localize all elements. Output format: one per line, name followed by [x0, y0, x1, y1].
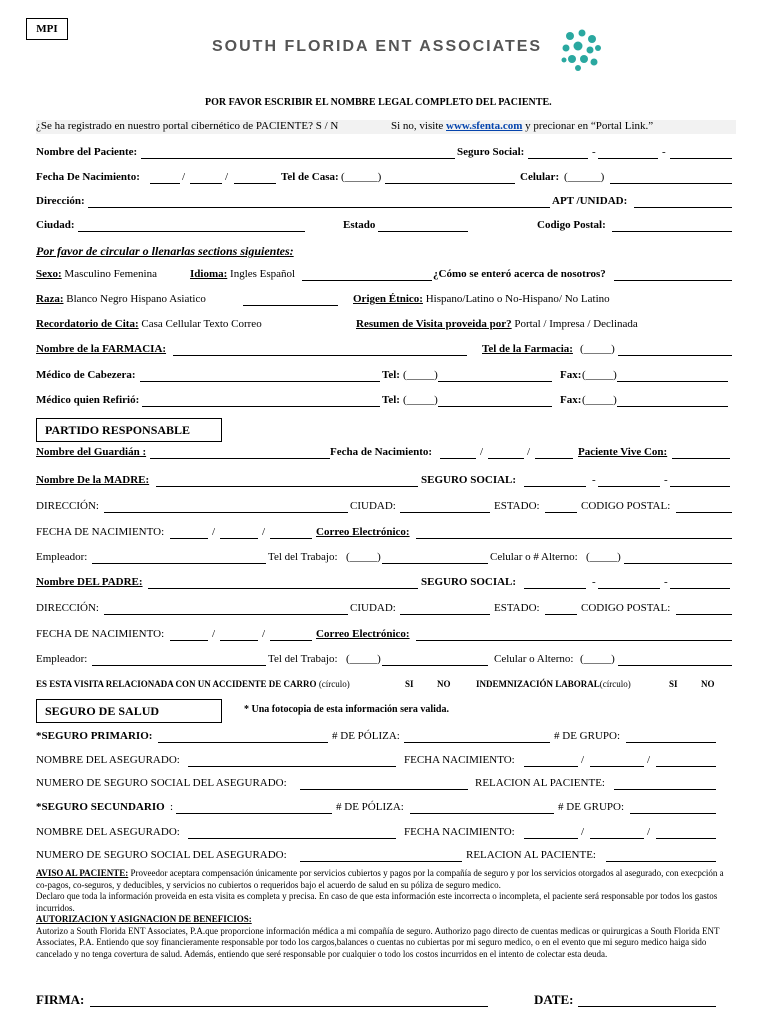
ssn-field-1[interactable]: [528, 158, 588, 159]
referring-doc-fax[interactable]: [617, 406, 728, 407]
logo-icon: [558, 26, 604, 72]
label-patient-name: Nombre del Paciente:: [36, 146, 138, 158]
sep: /: [527, 446, 531, 458]
primary-group-field[interactable]: [626, 742, 716, 743]
date-field[interactable]: [578, 1006, 716, 1007]
father-ssn-1[interactable]: [524, 588, 586, 589]
mother-city-field[interactable]: [400, 512, 490, 513]
mother-dob-y[interactable]: [270, 538, 312, 539]
sex-row: [36, 268, 157, 280]
mother-alt-cell[interactable]: [624, 563, 732, 564]
sep: /: [647, 826, 651, 838]
father-postal-field[interactable]: [676, 614, 732, 615]
label-fax: Fax:: [560, 369, 582, 381]
sep: -: [664, 474, 668, 486]
primary-doc-tel[interactable]: [438, 381, 552, 382]
workcomp-circle-hint: (círculo): [599, 679, 631, 689]
insurance-note: * Una fotocopia de esta información sera valida.: [244, 704, 449, 715]
reminder-row: [36, 318, 262, 330]
state-field[interactable]: [378, 231, 468, 232]
label-reminder: Recordatorio de Cita:: [36, 318, 139, 330]
father-alt-cell[interactable]: [618, 665, 732, 666]
primary-doc-fax[interactable]: [617, 381, 728, 382]
label-mother-work-tel: Tel del Trabajo:: [268, 551, 338, 563]
ssn-field-2[interactable]: [598, 158, 658, 159]
label-home-phone: Tel de Casa:: [281, 171, 339, 183]
ethnic-options[interactable]: Hispano/Latino o No-Hispano/ No Latino: [425, 293, 610, 305]
mother-work-tel-area[interactable]: (_____): [346, 551, 381, 563]
dob-year[interactable]: [234, 183, 276, 184]
label-summary: Resumen de Visita proveida por?: [356, 318, 512, 330]
dob-month[interactable]: [150, 183, 180, 184]
home-phone-field[interactable]: [385, 183, 515, 184]
father-city-field[interactable]: [400, 614, 490, 615]
referring-doc-field[interactable]: [142, 406, 380, 407]
mother-ssn-2[interactable]: [598, 486, 660, 487]
label-state: Estado: [343, 219, 376, 231]
label-primary-insured-dob: FECHA NACIMIENTO:: [404, 754, 515, 766]
label-cell: Celular:: [520, 171, 560, 183]
label-apt: APT /UNIDAD:: [552, 195, 628, 207]
secondary-relation-field[interactable]: [606, 861, 716, 862]
label-primary-insured-ssn: NUMERO DE SEGURO SOCIAL DEL ASEGURADO:: [36, 777, 287, 789]
label-secondary-insurance: *SEGURO SECUNDARIO: [36, 801, 165, 813]
label-father-email: Correo Electrónico:: [316, 628, 410, 640]
referring-doc-fax-area[interactable]: (_____): [582, 394, 617, 406]
label-dob: Fecha De Nacimiento:: [36, 171, 140, 183]
workcomp-yes[interactable]: SI: [669, 679, 678, 689]
sep: /: [262, 628, 266, 640]
primary-relation-field[interactable]: [614, 789, 716, 790]
label-father-work-tel: Tel del Trabajo:: [268, 653, 338, 665]
notice-text: Proveedor aceptara compensación únicamente por servicios cubiertos y pagos por la compañía de seguro y por los servicios otorgados al asegurado, con execpción a co-pagos, co-seguros, y deducibles, y servicios no cubiertos o requeridos bajo el acuerdo de salud en su póliza de seguro medico.: [36, 868, 724, 890]
summary-options[interactable]: Portal / Impresa / Declinada: [514, 318, 638, 330]
mother-address-field[interactable]: [104, 512, 348, 513]
primary-insured-ssn-field[interactable]: [300, 789, 468, 790]
label-mother-ssn: SEGURO SOCIAL:: [421, 474, 517, 486]
father-name-field[interactable]: [148, 588, 418, 589]
father-ssn-2[interactable]: [598, 588, 660, 589]
father-state-field[interactable]: [545, 614, 577, 615]
accident-yes[interactable]: SI: [405, 679, 414, 689]
label-ethnic: Origen Étnico:: [353, 293, 423, 305]
father-address-field[interactable]: [104, 614, 348, 615]
mother-postal-field[interactable]: [676, 512, 732, 513]
workcomp-question: [476, 679, 631, 689]
label-father: Nombre DEL PADRE:: [36, 576, 143, 588]
mother-name-field[interactable]: [156, 486, 418, 487]
sep: /: [225, 171, 229, 183]
father-ssn-3[interactable]: [670, 588, 730, 589]
mother-alt-cell-area[interactable]: (_____): [586, 551, 621, 563]
referral-field[interactable]: [614, 280, 732, 281]
dob-day[interactable]: [190, 183, 222, 184]
label-mother: Nombre De la MADRE:: [36, 474, 150, 486]
referring-doc-tel[interactable]: [438, 406, 552, 407]
summary-row: [356, 318, 638, 330]
primary-doc-tel-area[interactable]: (_____): [403, 369, 438, 381]
label-language: Idioma:: [190, 268, 228, 280]
home-phone-area[interactable]: (______): [341, 171, 382, 183]
sep: -: [592, 474, 596, 486]
sep: /: [262, 526, 266, 538]
secondary-insured-ssn-field[interactable]: [300, 861, 462, 862]
circle-heading: Por favor de circular o llenarlas sections siguientes:: [36, 244, 294, 258]
secondary-insured-dob-m[interactable]: [524, 838, 578, 839]
label-postal: Codigo Postal:: [537, 219, 606, 231]
label-mother-dob: FECHA DE NACIMIENTO:: [36, 526, 165, 538]
portal-visit: [391, 120, 653, 132]
label-referring-doc: Médico quien Refirió:: [36, 394, 140, 406]
label-father-employer: Empleador:: [36, 653, 88, 665]
address-field[interactable]: [88, 207, 550, 208]
label-father-address: DIRECCIÓN:: [36, 602, 99, 614]
section-insurance: SEGURO DE SALUD: [36, 699, 222, 723]
label-secondary-insured-dob: FECHA NACIMIENTO:: [404, 826, 515, 838]
mother-employer-field[interactable]: [92, 563, 266, 564]
sep-ssn-1: -: [592, 146, 596, 158]
label-primary-policy: # DE PÓLIZA:: [332, 730, 400, 742]
pharmacy-phone-field[interactable]: [618, 355, 732, 356]
language-field[interactable]: [302, 280, 432, 281]
guardian-dob-y[interactable]: [535, 458, 573, 459]
sep: -: [592, 576, 596, 588]
workcomp-no[interactable]: NO: [701, 679, 715, 689]
secondary-insured-dob-y[interactable]: [656, 838, 716, 839]
notice-block: [36, 868, 736, 960]
city-field[interactable]: [78, 231, 305, 232]
secondary-insured-dob-d[interactable]: [590, 838, 644, 839]
label-primary-relation: RELACION AL PACIENTE:: [475, 777, 605, 789]
race-field[interactable]: [243, 305, 338, 306]
sep: /: [581, 754, 585, 766]
label-primary-insurance: *SEGURO PRIMARIO:: [36, 730, 153, 742]
instruction: POR FAVOR ESCRIBIR EL NOMBRE LEGAL COMPLETO DEL PACIENTE.: [205, 97, 552, 108]
mother-dob-m[interactable]: [170, 538, 208, 539]
lives-with-field[interactable]: [672, 458, 730, 459]
accident-circle-hint: (círculo): [318, 679, 350, 689]
label-primary-group: # DE GRUPO:: [554, 730, 621, 742]
cell-area[interactable]: (______): [564, 171, 605, 183]
label-tel: Tel:: [382, 394, 400, 406]
label-signature: FIRMA:: [36, 992, 85, 1007]
label-father-ssn: SEGURO SOCIAL:: [421, 576, 517, 588]
authorization-text: Autorizo a South Florida ENT Associates, P.A.que proporcione información médica a mi compañía de seguro. Authorizo pago directo de cuentas medicas or quirurgicas a South Florida ENT Associates, P.A. Entiendo que soy financieramente responsable por todo los cargos,balances o cuentas no cubiertas por mi seguro medico, o en el evento que mi seguro medico haiga sido cancelado y no tenga covertura de salud. Además, entiendo que seré responsable por cualquier o todo los costos incurridos en el intento de colectar esta deuda.: [36, 925, 720, 959]
pharmacy-phone-area[interactable]: (_____): [580, 343, 615, 355]
label-father-dob: FECHA DE NACIMIENTO:: [36, 628, 165, 640]
ethnic-row: [353, 293, 610, 305]
authorization-label: AUTORIZACION Y ASIGNACION DE BENEFICIOS:: [36, 914, 252, 924]
label-mother-employer: Empleador:: [36, 551, 88, 563]
sep: /: [647, 754, 651, 766]
pharmacy-field[interactable]: [173, 355, 467, 356]
race-row: [36, 293, 206, 305]
label-tel: Tel:: [382, 369, 400, 381]
mother-dob-d[interactable]: [220, 538, 258, 539]
label-secondary-relation: RELACION AL PACIENTE:: [466, 849, 596, 861]
guardian-field[interactable]: [150, 458, 330, 459]
label-primary-doc: Médico de Cabezera:: [36, 369, 136, 381]
postal-field[interactable]: [612, 231, 732, 232]
secondary-policy-field[interactable]: [410, 813, 554, 814]
label-mother-alt-cell: Celular o # Alterno:: [490, 551, 578, 563]
patient-name-field[interactable]: [141, 158, 455, 159]
colon: :: [170, 801, 174, 813]
label-guardian: Nombre del Guardián :: [36, 446, 147, 458]
sep-ssn-2: -: [662, 146, 666, 158]
label-secondary-insured: NOMBRE DEL ASEGURADO:: [36, 826, 180, 838]
label-mother-email: Correo Electrónico:: [316, 526, 410, 538]
mother-email-field[interactable]: [416, 538, 732, 539]
label-mother-postal: CODIGO POSTAL:: [581, 500, 671, 512]
father-employer-field[interactable]: [92, 665, 266, 666]
secondary-insurance-field[interactable]: [176, 813, 332, 814]
primary-doc-fax-area[interactable]: (_____): [582, 369, 617, 381]
label-city: Ciudad:: [36, 219, 75, 231]
primary-insured-dob-d[interactable]: [590, 766, 644, 767]
sep: /: [182, 171, 186, 183]
signature-field[interactable]: [90, 1006, 488, 1007]
primary-insured-dob-m[interactable]: [524, 766, 578, 767]
label-race: Raza:: [36, 293, 64, 305]
label-father-postal: CODIGO POSTAL:: [581, 602, 671, 614]
sep: -: [664, 576, 668, 588]
label-sex: Sexo:: [36, 268, 62, 280]
label-mother-address: DIRECCIÓN:: [36, 500, 99, 512]
father-work-tel[interactable]: [382, 665, 488, 666]
referring-doc-tel-area[interactable]: (_____): [403, 394, 438, 406]
declaration-text: Declaro que toda la información proveida en esta visita es completa y precisa. En caso de que esta información este incorrecta o incompleta, el paciente será responsable por todos los gastos incurridos.: [36, 891, 718, 913]
sep: /: [212, 526, 216, 538]
father-work-tel-area[interactable]: (_____): [346, 653, 381, 665]
apt-field[interactable]: [634, 207, 732, 208]
primary-doc-row: [36, 369, 136, 381]
reminder-options[interactable]: Casa Cellular Texto Correo: [141, 318, 262, 330]
primary-insured-field[interactable]: [188, 766, 396, 767]
primary-insured-dob-y[interactable]: [656, 766, 716, 767]
ssn-field-3[interactable]: [670, 158, 732, 159]
mother-state-field[interactable]: [545, 512, 577, 513]
guardian-dob-m[interactable]: [440, 458, 476, 459]
label-referral: ¿Cómo se enteró acerca de nosotros?: [433, 268, 606, 280]
label-date: DATE:: [534, 992, 574, 1007]
secondary-group-field[interactable]: [630, 813, 716, 814]
portal-tail: y precionar en “Portal Link.”: [525, 120, 654, 132]
label-ssn: Seguro Social:: [457, 146, 525, 158]
portal-question: ¿Se ha registrado en nuestro portal cibernético de PACIENTE? S / N: [36, 120, 339, 132]
section-responsible-party: PARTIDO RESPONSABLE: [36, 418, 222, 442]
sep: /: [480, 446, 484, 458]
label-fax: Fax:: [560, 394, 582, 406]
workcomp-label: INDEMNIZACIÓN LABORAL: [476, 679, 600, 689]
sep: /: [212, 628, 216, 640]
mother-ssn-3[interactable]: [670, 486, 730, 487]
label-pharmacy-phone: Tel de la Farmacia:: [482, 343, 573, 355]
father-alt-cell-area[interactable]: (_____): [580, 653, 615, 665]
label-pharmacy: Nombre de la FARMACIA:: [36, 343, 167, 355]
mpi-badge: MPI: [26, 18, 68, 40]
primary-doc-field[interactable]: [140, 381, 380, 382]
accident-question: [36, 679, 350, 689]
label-father-state: ESTADO:: [494, 602, 540, 614]
label-father-city: CIUDAD:: [350, 602, 396, 614]
cell-field[interactable]: [610, 183, 732, 184]
race-options[interactable]: Blanco Negro Hispano Asiatico: [66, 293, 206, 305]
label-lives-with: Paciente Vive Con:: [578, 446, 668, 458]
notice-label: AVISO AL PACIENTE:: [36, 868, 129, 878]
label-secondary-policy: # DE PÓLIZA:: [336, 801, 404, 813]
brand-name: SOUTH FLORIDA ENT ASSOCIATES: [212, 38, 543, 55]
guardian-dob-d[interactable]: [488, 458, 524, 459]
accident-label: ES ESTA VISITA RELACIONADA CON UN ACCIDENTE DE CARRO: [36, 679, 317, 689]
label-primary-insured: NOMBRE DEL ASEGURADO:: [36, 754, 180, 766]
sep: /: [581, 826, 585, 838]
accident-no[interactable]: NO: [437, 679, 451, 689]
label-guardian-dob: Fecha de Nacimiento:: [330, 446, 433, 458]
label-secondary-insured-ssn: NUMERO DE SEGURO SOCIAL DEL ASEGURADO:: [36, 849, 287, 861]
father-dob-y[interactable]: [270, 640, 312, 641]
sex-options[interactable]: Masculino Femenina: [64, 268, 157, 280]
label-mother-state: ESTADO:: [494, 500, 540, 512]
father-dob-d[interactable]: [220, 640, 258, 641]
father-dob-m[interactable]: [170, 640, 208, 641]
primary-policy-field[interactable]: [404, 742, 550, 743]
language-options[interactable]: Ingles Español: [230, 268, 296, 280]
father-email-field[interactable]: [416, 640, 732, 641]
portal-visit-label: Si no, visite: [391, 120, 444, 132]
language-row: [190, 268, 295, 280]
label-secondary-group: # DE GRUPO:: [558, 801, 625, 813]
primary-insurance-field[interactable]: [158, 742, 328, 743]
label-father-alt-cell: Celular o Alterno:: [494, 653, 574, 665]
mother-ssn-1[interactable]: [524, 486, 586, 487]
label-mother-city: CIUDAD:: [350, 500, 396, 512]
secondary-insured-field[interactable]: [188, 838, 396, 839]
mother-work-tel[interactable]: [382, 563, 488, 564]
portal-link[interactable]: www.sfenta.com: [446, 120, 523, 132]
label-address: Dirección:: [36, 195, 85, 207]
